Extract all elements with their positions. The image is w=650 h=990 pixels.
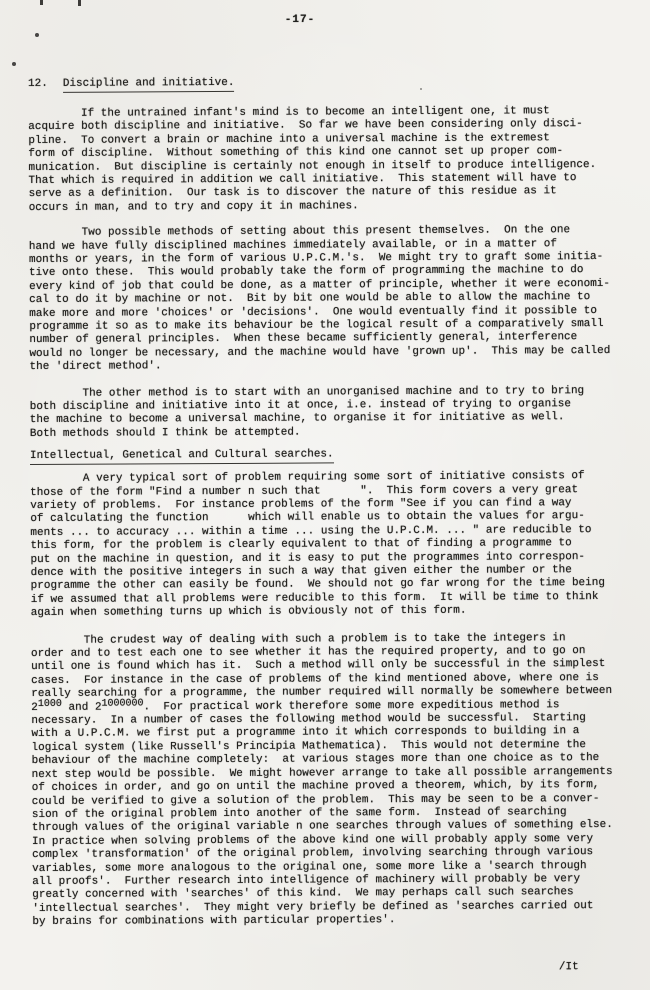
- scan-speck: [78, 0, 81, 6]
- text-line: Both methods should I think be attempted.: [29, 426, 301, 440]
- text-line: ments ... to accuracy ... within a time ... using the U.P.C.M. ... " are reducible to: [30, 523, 592, 539]
- text-line: by brains for combinations with particular properties'.: [32, 914, 396, 929]
- text-line: 'intellectual searches'. They might very briefly be defined as 'searches carried out: [32, 899, 594, 915]
- text-line: with a U.P.C.M. we first put a programme into it which corresponds to building in a: [31, 725, 580, 741]
- text-line: A very typical sort of problem requiring some sort of initiative consists of: [30, 470, 585, 486]
- text-line: both discipline and initiative into it at once, i.e. instead of trying to organise: [29, 398, 572, 414]
- text-line: If the untrained infant's mind is to become an intelligent one, it must: [28, 105, 550, 120]
- text-line: of choices in order, and go on until the machine proved a theorem, which, by its form,: [31, 779, 600, 795]
- text-line: if we assumed that all problems were reducible to this form. It will be time to think: [30, 590, 599, 606]
- text-line: sion of the original problem into another of the same form. Instead of searching: [31, 806, 567, 821]
- text-line: cal to do it by machine or not. Bit by bit one would be able to allow the machine to: [29, 291, 591, 307]
- text-line: That which is required in addition we call initiative. This statement will have to: [28, 172, 577, 187]
- text-line: all proofs'. Further research into intelligence of machinery will probably be very: [32, 873, 581, 888]
- scan-speck: [35, 33, 39, 37]
- document-body: [28, 75, 637, 977]
- paragraph-two-methods: [29, 224, 634, 375]
- text-line: serve as a definition. Our task is to discover the nature of this residue as it: [28, 185, 557, 201]
- text-line: order and to test each one to see whether it has the required property, and to go on: [30, 645, 586, 661]
- text-line: those of the form "Find a number n such that ". This form covers a very great: [30, 483, 579, 499]
- text-line: variables, some more analogous to the original one, some more like a 'search through: [32, 859, 587, 875]
- text-line: pline. To convert a brain or machine into a universal machine is the extremest: [28, 131, 550, 147]
- subsection-heading: [30, 447, 634, 465]
- text-line: the machine to become a universal machine, to organise it for initiative as well.: [29, 411, 565, 427]
- scan-speck: [12, 62, 16, 66]
- text-line: programme the other can easily be found. We should not go far wrong for the time being: [30, 577, 605, 593]
- text-line: the 'direct method'.: [29, 360, 162, 374]
- paragraph-other-method: [30, 384, 634, 441]
- text-line: next step would be possible. We might however arrange to take all possible arrangements: [31, 765, 613, 781]
- page-number: -17-: [284, 14, 316, 26]
- text-line: of calculating the function which will enable us to obtain the values for argu-: [30, 510, 585, 526]
- section-heading: [28, 75, 632, 93]
- text-line: greatly concerned with 'searches' of this kind. We may perhaps call such searches: [32, 886, 574, 902]
- text-line: make more and more 'choices' or 'decisions'. One would eventually find it possible to: [29, 304, 597, 320]
- text-line: acquire both discipline and initiative. So far we have been considering only disci-: [28, 118, 583, 134]
- text-line: again when something turns up which is obviously not of this form.: [30, 604, 467, 620]
- text-line: Two possible methods of setting about this present themselves. On the one: [28, 224, 571, 240]
- subsection-title: Intellectual, Genetical and Cultural searches.: [30, 449, 334, 465]
- paragraph-discipline-intro: [28, 105, 633, 215]
- text-line: tive onto these. This would probably take the form of programming the machine to do: [28, 264, 584, 280]
- text-line: this form, for the problem is clearly equivalent to that of finding a programme to: [30, 537, 572, 553]
- scan-speck: [40, 0, 43, 5]
- text-line: every kind of job that could be done, as a matter of principle, whether it were economi-: [29, 277, 611, 293]
- text-line: through values of the original variable n one searches through values of something else.: [31, 819, 613, 835]
- text-line: put on the machine in question, and it is easy to put the programmes into correspon-: [30, 550, 586, 566]
- text-line: In practice when solving problems of the above kind one will probably apply some very: [31, 832, 594, 848]
- text-line: cases. For instance in the case of problems of the kind mentioned above, where one is: [31, 671, 599, 687]
- text-line: munication. But discipline is certainly not enough in itself to produce intelligence.: [28, 158, 597, 174]
- text-line: occurs in man, and to try and copy it in machines.: [28, 200, 359, 214]
- text-line: programme it so as to make its behaviour be the logical result of a comparatively small: [29, 317, 604, 333]
- text-line: months or years, in the form of various U.P.C.M.'s. We might try to graft some initia-: [28, 250, 604, 266]
- text-line: behaviour of the machine completely: at various stages more than one choice as to the: [31, 752, 600, 768]
- paragraph-crudest-way: [31, 631, 637, 929]
- text-line: variety of problems. For instance problems of the form "See if you can find a way: [30, 497, 572, 512]
- text-line: $2^{1000}$ and $2^{1000000}$. For practical work therefore some more expeditious method is: [31, 698, 560, 714]
- text-line: really searching for a programme, the number required will normally be somewhere between: [31, 685, 613, 701]
- text-line: would no longer be necessary, and the machine would have 'grown up'. This may be called: [29, 344, 611, 360]
- text-line: hand we have fully disciplined machines immediately available, or in a matter of: [28, 237, 558, 253]
- paragraph-typical-problem: [30, 470, 635, 621]
- section-number: 12.: [28, 77, 48, 90]
- text-line: could be verified to give a solution of the problem. This may be seen to be a conver-: [31, 792, 600, 808]
- text-line: The other method is to start with an unorganised machine and to try to bring: [29, 384, 585, 400]
- text-line: complex 'transformation' of the original problem, involving searching through various: [32, 846, 594, 862]
- text-line: logical system (like Russell's Principia Mathematica). This would not determine the: [31, 738, 587, 754]
- text-line: The crudest way of dealing with such a problem is to take the integers in: [30, 631, 566, 647]
- text-line: necessary. In a number of cases the following method would be successful. Starting: [31, 712, 586, 728]
- text-line: form of discipline. Without something of this kind one cannot set up proper com-: [28, 145, 564, 161]
- section-title: Discipline and initiative.: [63, 77, 235, 93]
- text-line: number of general principles. When these became sufficiently general, interference: [29, 331, 578, 347]
- text-line: dence with the positive integers in such a way that given either the number or the: [30, 564, 572, 579]
- text-line: until one is found which has it. Such a method will only be successful in the simplest: [31, 658, 606, 674]
- catchword: /It: [558, 960, 579, 973]
